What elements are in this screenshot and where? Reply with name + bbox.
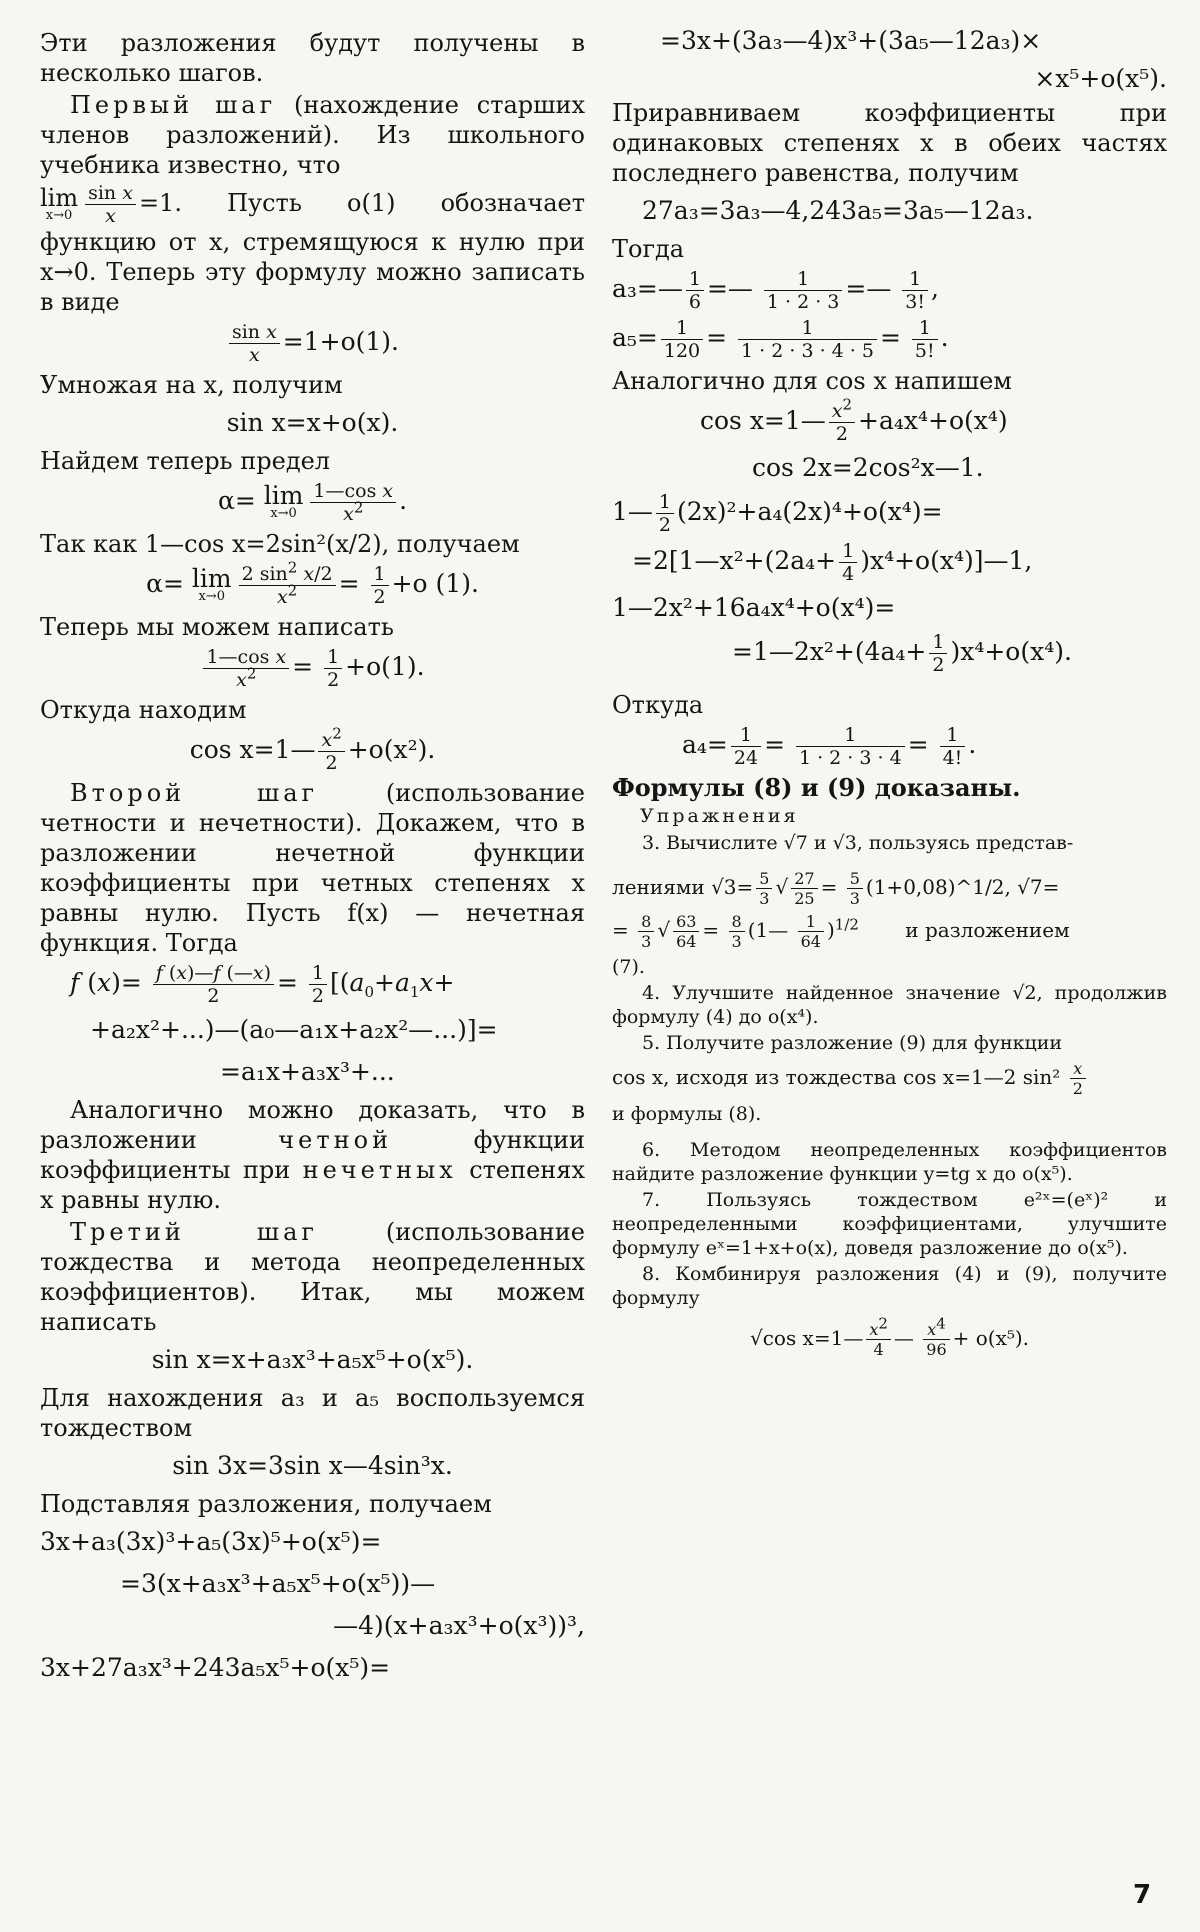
equation-substitution-line1: 3x+a₃(3x)³+a₅(3x)⁵+o(x⁵)= [40,1527,382,1556]
equation-sin3x: sin 3x=3sin x—4sin³x. [172,1451,453,1480]
paragraph-equate: Приравниваем коэффициенты при одинаковых степенях x в обеих частях последнего равенства, получим [612,99,1167,187]
equation-cos-series: cos x=1— $\frac{x^2}{2}$ +a₄x⁴+o(x⁴) [700,395,1008,445]
equation-a4: a₄= $\frac{1}{24}$ = $\frac{1}{1 \cdot 2 \cdot 3 \cdot 4}$ = $\frac{1}{4!}$ . [682,724,977,769]
exercises-heading: Упражнения [640,805,799,827]
exercises-section [612,805,1167,1359]
equation-cos-fraction: $\frac{\text{1—cos x}}{x^2}$ = $\frac{1}{2}$ +o(1). [40,646,585,691]
equation-cos-line4: =1—2x²+(4a₄+ $\frac{1}{2}$ )x⁴+o(x⁴). [732,631,1072,676]
exercise-3: 3. Вычислите √7 и √3, пользуясь представ- [642,832,1074,854]
exercise-6: 6. Методом неопределенных коэффициентов найдите разложение функции y=tg x до o(x⁵). [612,1139,1167,1185]
paragraph-now-write: Теперь мы можем написать [40,613,394,641]
paragraph-step3 [40,1217,585,1337]
exercise-3-end: (7). [612,956,645,978]
paragraph-similarly-cos: Аналогично для cos x напишем [612,367,1012,395]
lim-operator: lim x→0 [40,183,79,223]
equation-substitution-line2: =3(x+a₃x³+a₅x⁵+o(x⁵))— [120,1569,436,1598]
exercise-5-end: и формулы (8). [612,1103,762,1125]
page-number: 7 [1133,1880,1152,1910]
equation-alpha-value: α= lim x→0 $\frac{2 \sin^2 x/2}{x^2}$ = $\frac{1}{2}$ +o (1). [146,558,479,608]
paragraph-step2 [40,778,585,958]
equation-alpha-limit: α= lim x→0 $\frac{\text{1—cos x}}{x^2}$ . [217,480,408,525]
paragraph-find-limit: Найдем теперь предел [40,447,331,475]
equation-cos-line3: 1—2x²+16a₄x⁴+o(x⁴)= [612,593,896,622]
equation-cos-line1: 1— $\frac{1}{2}$ (2x)²+a₄(2x)⁴+o(x⁴)= [612,491,943,536]
equation-substitution-line4: 3x+27a₃x³+243a₅x⁵+o(x⁵)= [40,1653,391,1682]
exercise-7: 7. Пользуясь тождеством e²ˣ=(eˣ)² и неопределенными коэффициентами, улучшите формулу eˣ=1+x+o(x), доведя разложение до o(x⁵). [612,1189,1167,1259]
equation-a5: a₅= $\frac{1}{120}$ = $\frac{1}{1 \cdot 2 \cdot 3 \cdot 4 \cdot 5}$ = $\frac{1}{5!}$ . [612,317,949,362]
paragraph-step1 [40,90,585,180]
paragraph-for-finding: Для нахождения a₃ и a₅ воспользуемся тождеством [40,1384,585,1442]
paragraph-substituting: Подставляя разложения, получаем [40,1490,492,1518]
exercise-8: 8. Комбинируя разложения (4) и (9), получите формулу [612,1263,1167,1309]
step1-text: (нахождение старших членов разложений). Из школьного учебника известно, что [40,91,585,179]
exercise-8-formula: √cos x=1— $\frac{x^2}{4}$ — $\frac{x^4}{96}$ + o(x⁵). [749,1314,1030,1359]
equation-coefficients: 27a₃=3a₃—4,243a₅=3a₅—12a₃. [642,196,1034,225]
right-column [612,22,1167,1363]
equation-odd-function-line3: =a₁x+a₃x³+... [220,1057,395,1086]
equation-odd-function-line1: f (x)= $\frac{f (x)—f (—x)}{2}$ = $\frac{1}{2}$ [($a_0+a_1x+$ [70,962,455,1007]
exercise-3-formula2: = $\frac{8}{3}$ √ $\frac{63}{64}$ = $\frac{8}{3}$ (1— $\frac{1}{64}$ )$^{1/2}$ и разложением [612,912,1070,951]
exercise-4: 4. Улучшите найденное значение √2, продолжив формулу (4) до o(x⁴). [612,982,1167,1028]
step2-text: (использование четности и нечетности). Докажем, что в разложении нечетной функции коэффициенты при четных степенях x равны нулю. Пусть f(x) — нечетная функция. Тогда [40,779,585,957]
equation-sin: sin x=x+o(x). [226,408,399,437]
paragraph-intro: Эти разложения будут получены в несколько шагов. [40,29,585,87]
step2-label: Второй шаг [70,779,319,807]
equation-top-line2: ×x⁵+o(x⁵). [1034,64,1167,93]
exercise-5: 5. Получите разложение (9) для функции [642,1032,1063,1054]
equation-substitution-line3: —4)(x+a₃x³+o(x³))³, [333,1611,585,1640]
paragraph-whence: Откуда [612,691,704,719]
step3-label: Третий шаг [70,1218,318,1246]
equation-a3: a₃=— $\frac{1}{6}$ =— $\frac{1}{1 \cdot 2 \cdot 3}$ =— $\frac{1}{3!}$ , [612,268,939,313]
paragraph-similarly: Аналогично можно доказать, что в разложении четной функции коэффициенты при нечетных степенях x равны нулю. [40,1096,585,1214]
equation-cos2x: cos 2x=2cos²x—1. [752,453,984,482]
equation-cos-line2: =2[1—x²+(2a₄+ $\frac{1}{4}$ )x⁴+o(x⁴)]—1, [632,540,1033,585]
paragraph-since: Так как 1—cos x=2sin²(x/2), получаем [40,530,520,558]
lim-def-rhs: =1. Пусть o(1) обозначает функцию от x, стремящуюся к нулю при x→0. Теперь эту формулу можно записать в виде [40,189,585,316]
equation-odd-function-line2: +a₂x²+...)—(a₀—a₁x+a₂x²—...)]= [90,1015,498,1044]
left-column [40,28,585,1691]
exercise-3-formula1: лениями √3= $\frac{5}{3}$ √ $\frac{27}{25}$ = $\frac{5}{3}$ (1+0,08)^1/2, √7= [612,869,1060,908]
step3-text: (использование тождества и метода неопределенных коэффициентов). Итак, мы можем написать [40,1218,585,1336]
step1-label: Первый шаг [70,91,277,119]
exercise-5-formula: cos x, исходя из тождества cos x=1—2 sin² $\frac{x}{2}$ [612,1059,1167,1098]
paragraph-proved: Формулы (8) и (9) доказаны. [612,773,1021,802]
fraction-sinx-x: $\frac{\text{sin x}}{x}$ [85,182,136,227]
equation-top-line1: =3x+(3a₃—4)x³+(3a₅—12a₃)× [660,26,1042,55]
paragraph-whence-find: Откуда находим [40,696,247,724]
equation-sin-series: sin x=x+a₃x³+a₅x⁵+o(x⁵). [151,1345,474,1374]
paragraph-lim-def [40,182,585,317]
paragraph-then: Тогда [612,235,685,263]
equation-cos-second-order: cos x=1— $\frac{x^2}{2}$ +o(x²). [189,724,436,774]
paragraph-multiply: Умножая на x, получим [40,371,343,399]
equation-sinx-over-x: $\frac{\text{sin x}}{x}$ =1+o(1). [40,321,585,366]
